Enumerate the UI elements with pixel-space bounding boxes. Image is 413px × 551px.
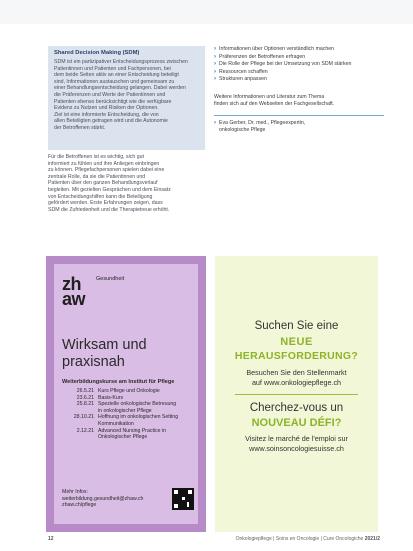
- course-row: in onkologischer Pflege: [98, 407, 152, 414]
- more-info: Mehr Infos: weiterbildung.gesundheit@zhaw.ch zhaw.ch/pflege: [62, 489, 144, 509]
- courses-title: Weiterbildungskurse am Institut für Pflege: [62, 379, 175, 385]
- ad-de-line: Besuchen Sie den Stellenmarkt: [246, 368, 347, 377]
- course-list: [62, 388, 198, 441]
- info-email-link[interactable]: weiterbildung.gesundheit@zhaw.ch: [62, 495, 144, 502]
- body-text: Für die Betroffenen ist es wichtig, sich gut informiert zu fühlen und ihre Anliegen einbringen zu können. Pflegefachpersonen spielen dabei eine zentrale Rolle, da sie die Patientinnen und Patienten über den ganzen Behandlungsverlauf begleiten. Mit gezielten Gesprächen und dem Einsatz von Entscheidungshilfen kann die Beteiligung gefördert werden. Erste Erfahrungen zeigen, dass SDM die Zufriedenheit und die Therapietreue erhöht.: [48, 154, 171, 213]
- sdm-line: einer Behandlungsentscheidung gelangen. Dabei werden: [54, 85, 186, 92]
- ad-fr-line: Cherchez-vous un: [249, 402, 344, 414]
- course-row: Onkologischer Pflege: [98, 434, 148, 441]
- bullet-item: › Informationen über Optionen verständlich machen: [214, 46, 335, 52]
- arrow-icon: ›: [214, 53, 216, 60]
- ad-fr-link[interactable]: www.soinsoncologiesuisse.ch: [249, 444, 344, 453]
- sdm-box-body: [54, 59, 199, 132]
- sdm-line: Ziel ist eine informierte Entscheidung, die von: [54, 111, 159, 118]
- sdm-line: sind, Informationen austauschen und gemeinsam zu: [54, 78, 175, 85]
- course-row: Kommunikation: [98, 420, 134, 427]
- author-credit: › Eva Gerber, Dr. med., Pflegeexpertin, onkologische Pflege: [214, 120, 306, 133]
- ad-fr-highlight: NOUVEAU DÉFI?: [251, 417, 342, 429]
- sdm-line: Patientinnen und Patienten und Fachpersonen, bei: [54, 65, 171, 72]
- note-text: Weitere Informationen und Literatur zum Thema finden sich auf den Webseiten der Fachgesellschaft.: [214, 93, 335, 107]
- course-row: 23.6.21 Basis-Kurs: [76, 394, 124, 401]
- ad-headline: Wirksam und praxisnah: [62, 337, 147, 370]
- course-row: 26.5.21 Kurs Pflege und Onkologie: [76, 388, 160, 394]
- page-number: 12: [48, 536, 54, 542]
- arrow-icon: ›: [214, 46, 216, 52]
- zhaw-logo: zh aw: [62, 274, 86, 309]
- arrow-icon: ›: [214, 76, 216, 83]
- sdm-line: die Präferenzen und Werte der Patientinnen und: [54, 91, 166, 98]
- course-row: 25.8.21 Spezielle onkologische Betreuung: [76, 401, 177, 408]
- bullet-item: › Strukturen anpassen: [214, 76, 267, 83]
- ad-de-highlight: NEUE: [280, 336, 313, 348]
- journal-name: Onkologiepflege | Soins en Oncologie | Cure Oncologiche: [235, 536, 364, 542]
- ad-de-link[interactable]: auf www.onkologiepflege.ch: [251, 378, 342, 387]
- ad-de-highlight: HERAUSFORDERUNG?: [234, 350, 359, 362]
- sdm-info-box: [48, 46, 205, 150]
- sdm-box-title: Shared Decision Making (SDM): [54, 50, 140, 56]
- right-column: [214, 46, 384, 133]
- sdm-line: allen Beteiligten getragen wird und die Autonomie: [54, 118, 168, 125]
- course-row: 28.10.21 Hoffnung im onkologischen Setting: [73, 414, 179, 421]
- ad-de-line: Suchen Sie eine: [254, 320, 339, 332]
- qr-code-icon[interactable]: [172, 488, 194, 510]
- bullet-item: › Präferenzen der Betroffenen erfragen: [214, 53, 306, 60]
- arrow-icon: ›: [214, 120, 216, 127]
- bullet-item: › Die Rolle der Pflege bei der Umsetzung von SDM stärken: [214, 61, 352, 68]
- bullet-item: › Ressourcen schaffen: [214, 68, 268, 75]
- zhaw-advertisement[interactable]: [46, 256, 206, 532]
- department-label: Gesundheit: [96, 276, 125, 282]
- sdm-line: Evidenz zu Nutzen und Risiken der Optionen.: [54, 105, 159, 112]
- info-web-link[interactable]: zhaw.ch/pflege: [62, 502, 97, 509]
- page-header-band: [0, 0, 413, 24]
- sdm-line: SDM ist ein partizipativer Entscheidungsprozess zwischen: [54, 59, 188, 65]
- course-row: 2.12.21 Advanced Nursing Practice in: [76, 427, 167, 434]
- ad-fr-line: Visitez le marché de l'emploi sur: [245, 434, 348, 443]
- job-market-advertisement[interactable]: [215, 256, 378, 532]
- sdm-line: der Betroffenen stärkt.: [54, 124, 106, 131]
- arrow-icon: ›: [214, 61, 216, 68]
- ad-inner-panel: [54, 264, 198, 524]
- sdm-line: Patienten ebenso berücksichtigt wie die verfügbare: [54, 98, 172, 105]
- sdm-line: dem beide Seiten aktiv an einer Entscheidung beteiligt: [54, 72, 179, 79]
- issue-number: 2021/2: [364, 536, 380, 542]
- page-footer: [48, 536, 380, 542]
- arrow-icon: ›: [214, 68, 216, 75]
- ad-divider: [235, 394, 358, 395]
